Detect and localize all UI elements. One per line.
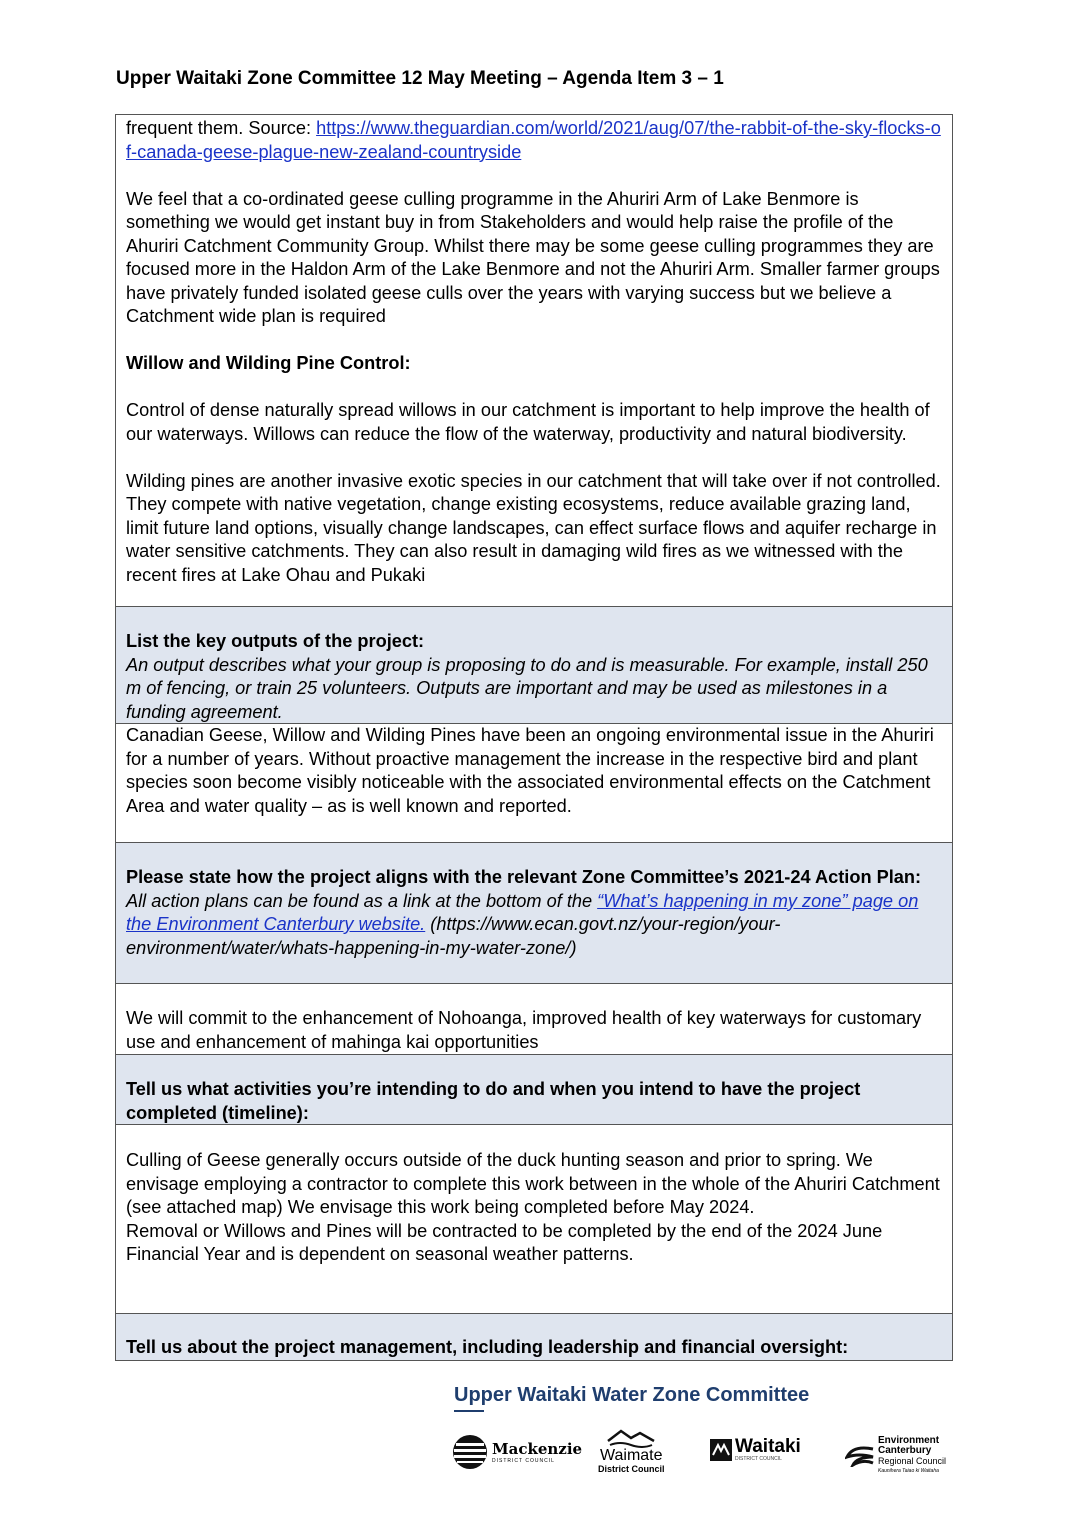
alignment-answer: We will commit to the enhancement of Nohoanga, improved health of key waterways for customary use and enhancement of mahinga kai opportunities [126, 1008, 922, 1052]
outputs-answer: Canadian Geese, Willow and Wilding Pines have been an ongoing environmental issue in the Ahuriri for a number of years. Without proactive management the increase in the respective bird and plant species soon become visibly noticeable with the associated environmental effects on the Catchment Area and water quality – as is well known and reported. [126, 725, 934, 816]
alignment-question: Please state how the project aligns with the relevant Zone Committee’s 2021-24 Action Plan: [126, 867, 922, 887]
activities-answer-cell [116, 1125, 952, 1314]
waitaki-logo [710, 1438, 801, 1462]
footer-divider [454, 1410, 484, 1412]
geese-paragraph: We feel that a co-ordinated geese culling programme in the Ahuriri Arm of Lake Benmore is something we would get instant buy in from Stakeholders and would help raise the profile of the Ahuriri Catchment Community Group. Whilst there may be some geese culling programmes they are focused more in the Haldon Arm of the Lake Benmore and not the Ahuriri Arm. Smaller farmer groups have privately funded isolated geese culls over the years with varying success but we believe a Catchment wide plan is required [126, 188, 940, 326]
alignment-guidance-text: All action plans can be found as a link at the bottom of the [126, 890, 598, 911]
outputs-question: List the key outputs of the project: [126, 631, 425, 651]
ecan-line4: Kaunihera Taiao ki Waitaha [878, 1468, 939, 1474]
ecan-swoosh-icon [845, 1445, 875, 1467]
mackenzie-emblem-icon [452, 1434, 488, 1470]
mackenzie-sub: DISTRICT COUNCIL [492, 1458, 555, 1464]
geese-willow-pine-cell [116, 115, 952, 607]
willow-paragraph: Control of dense naturally spread willows in our catchment is important to help improve the health of our waterways. Willows can reduce the flow of the waterway, productivity and natural biodiversity. [126, 400, 930, 444]
waitaki-name: Waitaki [735, 1436, 801, 1457]
activities-question-cell [116, 1055, 952, 1125]
alignment-answer-cell [116, 984, 952, 1055]
mackenzie-name: Mackenzie [492, 1440, 583, 1458]
ecan-line3: Regional Council [878, 1456, 947, 1466]
management-question: Tell us about the project management, including leadership and financial oversight: [126, 1337, 849, 1357]
source-intro: frequent them. Source: [126, 118, 317, 138]
page-header: Upper Waitaki Zone Committee 12 May Meeting – Agenda Item 3 – 1 [116, 68, 724, 89]
outputs-answer-cell [116, 724, 952, 843]
willow-pine-subheading: Willow and Wilding Pine Control: [126, 353, 411, 373]
waimate-sub: District Council [598, 1464, 665, 1474]
waimate-logo [598, 1428, 665, 1474]
ecan-line1: Environment [878, 1435, 940, 1446]
ecan-url: (https://www.ecan.govt.nz/your-region/your-environment/water/whats-happening-in-my-water-zone/) [126, 914, 781, 958]
activities-question: Tell us what activities you’re intending to do and when you intend to have the project completed (timeline): [126, 1079, 861, 1123]
activities-answer-geese: Culling of Geese generally occurs outside of the duck hunting season and prior to spring. We envisage employing a contractor to complete this work between in the whole of the Ahuriri Catchment (see attached map) We envisage this work being completed before May 2024. [126, 1150, 940, 1217]
mackenzie-logo [452, 1434, 582, 1470]
ecan-line2: Canterbury [878, 1445, 932, 1456]
council-logos [450, 1428, 960, 1488]
alignment-guidance [126, 890, 942, 961]
waimate-emblem-icon [606, 1428, 656, 1448]
alignment-question-cell [116, 843, 952, 984]
whats-happening-link[interactable]: “What’s happening in my zone” page on the Environment Canterbury website. [126, 890, 919, 934]
outputs-question-cell [116, 607, 952, 724]
pines-paragraph: Wilding pines are another invasive exotic species in our catchment that will take over if not controlled. They compete with native vegetation, change existing ecosystems, reduce available grazing land, limit future land options, visually change landscapes, can effect surface flows and aquifer recharge in water sensitive catchments. They can also result in damaging wild fires as we witnessed with the recent fires at Lake Ohau and Pukaki [126, 470, 941, 585]
outputs-guidance: An output describes what your group is proposing to do and is measurable. For example, install 250 m of fencing, or train 25 volunteers. Outputs are important and may be used as milestones in a funding agreement. [126, 654, 928, 722]
activities-answer-willows: Removal or Willows and Pines will be contracted to be completed by the end of the 2024 June Financial Year and is dependent on seasonal weather patterns. [126, 1220, 883, 1264]
guardian-source-link[interactable]: https://www.theguardian.com/world/2021/aug/07/the-rabbit-of-the-sky-flocks-of-canada-geese-plague-new-zealand-countryside [126, 118, 941, 162]
waimate-name: Waimate [599, 1447, 663, 1464]
management-question-cell [116, 1314, 952, 1360]
waitaki-sub: DISTRICT COUNCIL [735, 1456, 782, 1462]
zone-committee-title: Upper Waitaki Water Zone Committee [454, 1384, 810, 1406]
source-paragraph [126, 117, 942, 164]
application-form-table [115, 114, 953, 1361]
ecan-logo [845, 1436, 946, 1476]
waitaki-emblem-icon [710, 1439, 732, 1461]
